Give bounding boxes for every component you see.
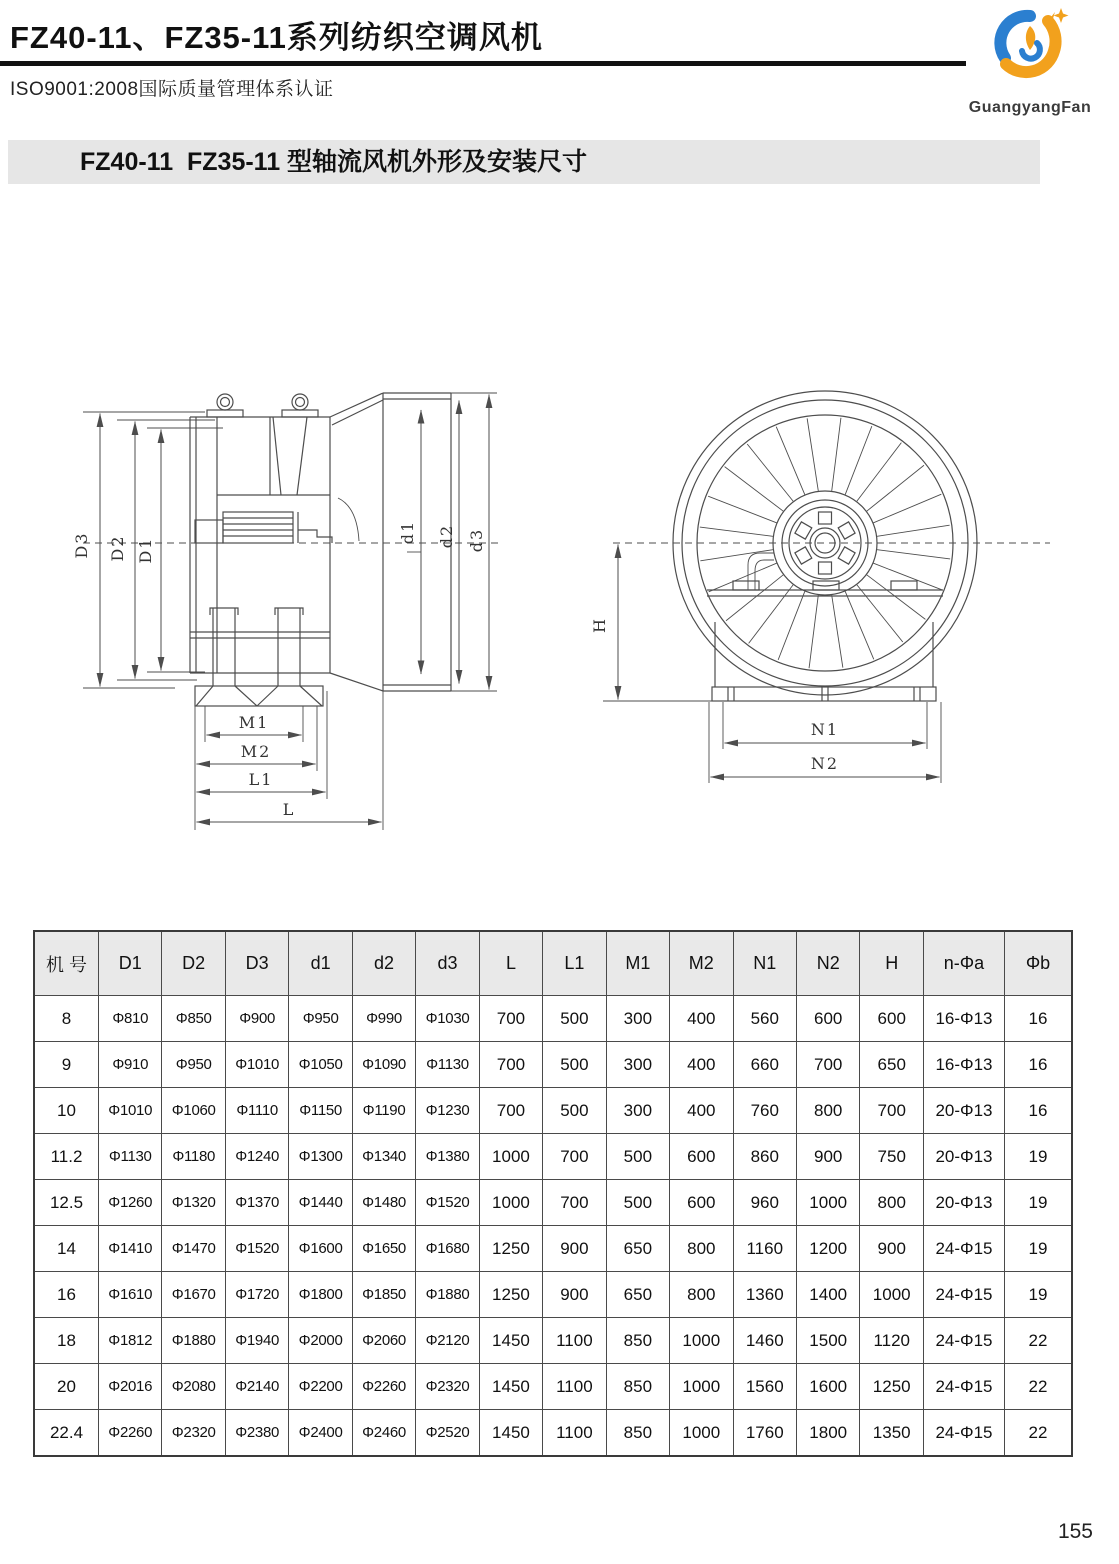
- cell-value: 1100: [543, 1318, 606, 1364]
- cell-value: Φ1320: [162, 1180, 225, 1226]
- cell-value: 1250: [479, 1226, 542, 1272]
- cell-value: Φ1470: [162, 1226, 225, 1272]
- cell-value: 400: [670, 996, 733, 1042]
- cell-value: Φ1880: [162, 1318, 225, 1364]
- column-header: d1: [289, 931, 352, 996]
- cell-value: 700: [796, 1042, 859, 1088]
- cell-value: 700: [543, 1180, 606, 1226]
- cell-value: Φ1680: [416, 1226, 479, 1272]
- cell-value: Φ1300: [289, 1134, 352, 1180]
- cell-value: Φ1812: [99, 1318, 162, 1364]
- cell-value: 600: [670, 1134, 733, 1180]
- cell-value: Φ1050: [289, 1042, 352, 1088]
- table-row: [34, 1134, 1072, 1180]
- page-number: 155: [1057, 1520, 1093, 1543]
- cell-value: 1200: [796, 1226, 859, 1272]
- cell-value: 24-Φ15: [924, 1272, 1005, 1318]
- cell-value: 1000: [479, 1134, 542, 1180]
- cell-value: 850: [606, 1364, 669, 1410]
- cell-value: Φ2400: [289, 1410, 352, 1457]
- cell-value: 300: [606, 1042, 669, 1088]
- cell-value: 900: [543, 1272, 606, 1318]
- cell-value: 1450: [479, 1318, 542, 1364]
- cell-value: 800: [796, 1088, 859, 1134]
- dim-label-D2: D2: [108, 534, 127, 562]
- cell-value: Φ1410: [99, 1226, 162, 1272]
- cell-model-number: 16: [34, 1272, 99, 1318]
- cell-value: Φ2260: [352, 1364, 415, 1410]
- cell-model-number: 20: [34, 1364, 99, 1410]
- table-row: [34, 1088, 1072, 1134]
- cell-value: 1250: [860, 1364, 924, 1410]
- cell-value: Φ2380: [225, 1410, 288, 1457]
- page-title: FZ40-11、FZ35-11系列纺织空调风机: [10, 20, 543, 55]
- cell-value: Φ2320: [162, 1410, 225, 1457]
- cell-value: 800: [670, 1272, 733, 1318]
- cell-value: Φ1090: [352, 1042, 415, 1088]
- table-row: [34, 1364, 1072, 1410]
- cell-value: 650: [606, 1226, 669, 1272]
- cell-value: Φ1380: [416, 1134, 479, 1180]
- table-row: [34, 1410, 1072, 1457]
- table-row: [34, 1226, 1072, 1272]
- cell-value: 20-Φ13: [924, 1088, 1005, 1134]
- cell-value: Φ1720: [225, 1272, 288, 1318]
- cell-model-number: 8: [34, 996, 99, 1042]
- column-header: N1: [733, 931, 796, 996]
- cell-value: 860: [733, 1134, 796, 1180]
- cell-value: Φ910: [99, 1042, 162, 1088]
- logo-text: GuangyangFan: [968, 99, 1092, 116]
- cell-value: Φ1650: [352, 1226, 415, 1272]
- cell-value: Φ950: [289, 996, 352, 1042]
- cell-value: 24-Φ15: [924, 1226, 1005, 1272]
- cell-value: 900: [796, 1134, 859, 1180]
- cell-value: 700: [860, 1088, 924, 1134]
- section-heading-band: [8, 140, 1040, 184]
- cell-value: Φ1340: [352, 1134, 415, 1180]
- cell-value: Φ1240: [225, 1134, 288, 1180]
- column-header: D3: [225, 931, 288, 996]
- cell-value: Φ1610: [99, 1272, 162, 1318]
- cell-value: Φ1030: [416, 996, 479, 1042]
- cell-value: Φ1440: [289, 1180, 352, 1226]
- cell-value: 500: [543, 1088, 606, 1134]
- cell-value: 1400: [796, 1272, 859, 1318]
- front-view-drawing: [585, 385, 1065, 825]
- dim-label-d2: d2: [437, 523, 456, 549]
- cell-value: Φ1940: [225, 1318, 288, 1364]
- cell-value: 500: [543, 1042, 606, 1088]
- cell-value: 800: [670, 1226, 733, 1272]
- cell-value: 1120: [860, 1318, 924, 1364]
- cell-value: Φ1110: [225, 1088, 288, 1134]
- title-divider: [0, 61, 966, 66]
- cell-value: 700: [543, 1134, 606, 1180]
- logo-swirl-icon: [963, 4, 1097, 96]
- cell-value: Φ1150: [289, 1088, 352, 1134]
- cell-value: 560: [733, 996, 796, 1042]
- table-header-row: [34, 931, 1072, 996]
- dim-label-N1: N1: [810, 720, 840, 739]
- cell-value: 400: [670, 1088, 733, 1134]
- cell-value: 1000: [796, 1180, 859, 1226]
- column-header: d3: [416, 931, 479, 996]
- cell-value: 16-Φ13: [924, 1042, 1005, 1088]
- certification-text: ISO9001:2008国际质量管理体系认证: [10, 79, 334, 100]
- dim-label-N2: N2: [810, 754, 840, 773]
- dim-label-D1: D1: [136, 536, 155, 564]
- cell-value: Φ1600: [289, 1226, 352, 1272]
- cell-value: Φ2320: [416, 1364, 479, 1410]
- cell-value: 1000: [670, 1318, 733, 1364]
- cell-value: Φ2260: [99, 1410, 162, 1457]
- dim-label-d3: d3: [467, 527, 486, 553]
- cell-value: 22: [1005, 1410, 1073, 1457]
- column-header: H: [860, 931, 924, 996]
- column-header: M1: [606, 931, 669, 996]
- cell-value: 1100: [543, 1410, 606, 1457]
- cell-value: Φ2120: [416, 1318, 479, 1364]
- cell-value: 22: [1005, 1364, 1073, 1410]
- dim-label-D3: D3: [72, 531, 91, 559]
- cell-value: 1460: [733, 1318, 796, 1364]
- cell-value: 19: [1005, 1134, 1073, 1180]
- table-row: [34, 1272, 1072, 1318]
- column-header: 机 号: [34, 931, 99, 996]
- table-row: [34, 1180, 1072, 1226]
- cell-value: 960: [733, 1180, 796, 1226]
- cell-model-number: 11.2: [34, 1134, 99, 1180]
- cell-model-number: 12.5: [34, 1180, 99, 1226]
- cell-value: Φ990: [352, 996, 415, 1042]
- cell-value: 1600: [796, 1364, 859, 1410]
- cell-value: 1360: [733, 1272, 796, 1318]
- cell-value: 850: [606, 1410, 669, 1457]
- table-row: [34, 1042, 1072, 1088]
- cell-value: 1160: [733, 1226, 796, 1272]
- cell-value: 1100: [543, 1364, 606, 1410]
- table-row: [34, 1318, 1072, 1364]
- cell-value: 1450: [479, 1410, 542, 1457]
- cell-value: 20-Φ13: [924, 1134, 1005, 1180]
- table-row: [34, 996, 1072, 1042]
- cell-value: 1000: [860, 1272, 924, 1318]
- cell-value: Φ2200: [289, 1364, 352, 1410]
- cell-value: 500: [543, 996, 606, 1042]
- column-header: D1: [99, 931, 162, 996]
- cell-value: 700: [479, 1042, 542, 1088]
- dimension-table: [33, 930, 1073, 1457]
- column-header: Φb: [1005, 931, 1073, 996]
- column-header: D2: [162, 931, 225, 996]
- cell-value: 800: [860, 1180, 924, 1226]
- cell-value: 1250: [479, 1272, 542, 1318]
- cell-value: 19: [1005, 1226, 1073, 1272]
- cell-value: 700: [479, 996, 542, 1042]
- cell-value: Φ1180: [162, 1134, 225, 1180]
- cell-value: 660: [733, 1042, 796, 1088]
- cell-value: 900: [543, 1226, 606, 1272]
- cell-value: Φ1130: [99, 1134, 162, 1180]
- cell-value: 650: [860, 1042, 924, 1088]
- cell-value: Φ2016: [99, 1364, 162, 1410]
- table-body: [34, 996, 1072, 1457]
- cell-value: 22: [1005, 1318, 1073, 1364]
- cell-value: 1000: [670, 1364, 733, 1410]
- cell-value: 750: [860, 1134, 924, 1180]
- column-header: N2: [796, 931, 859, 996]
- cell-value: 1500: [796, 1318, 859, 1364]
- cell-value: Φ1880: [416, 1272, 479, 1318]
- column-header: d2: [352, 931, 415, 996]
- cell-value: 300: [606, 1088, 669, 1134]
- cell-model-number: 18: [34, 1318, 99, 1364]
- cell-value: Φ2000: [289, 1318, 352, 1364]
- column-header: L: [479, 931, 542, 996]
- cell-value: Φ1230: [416, 1088, 479, 1134]
- cell-value: Φ1670: [162, 1272, 225, 1318]
- cell-value: Φ1060: [162, 1088, 225, 1134]
- cell-value: Φ810: [99, 996, 162, 1042]
- cell-value: Φ1520: [225, 1226, 288, 1272]
- cell-value: 16: [1005, 1042, 1073, 1088]
- cell-value: 1560: [733, 1364, 796, 1410]
- cell-value: 1450: [479, 1364, 542, 1410]
- cell-value: 24-Φ15: [924, 1410, 1005, 1457]
- cell-value: 600: [796, 996, 859, 1042]
- cell-value: Φ1850: [352, 1272, 415, 1318]
- cell-value: 16: [1005, 996, 1073, 1042]
- cell-value: Φ1260: [99, 1180, 162, 1226]
- cell-value: Φ1480: [352, 1180, 415, 1226]
- cell-value: Φ1010: [225, 1042, 288, 1088]
- cell-value: Φ1520: [416, 1180, 479, 1226]
- cell-value: 20-Φ13: [924, 1180, 1005, 1226]
- dim-label-M1: M1: [238, 713, 270, 732]
- cell-value: 500: [606, 1134, 669, 1180]
- dim-label-d1: d1: [398, 519, 417, 545]
- cell-value: Φ1800: [289, 1272, 352, 1318]
- cell-value: Φ950: [162, 1042, 225, 1088]
- cell-model-number: 9: [34, 1042, 99, 1088]
- cell-value: 1000: [479, 1180, 542, 1226]
- cell-value: 600: [860, 996, 924, 1042]
- cell-value: Φ1130: [416, 1042, 479, 1088]
- cell-value: Φ2460: [352, 1410, 415, 1457]
- cell-value: Φ2080: [162, 1364, 225, 1410]
- cell-value: 600: [670, 1180, 733, 1226]
- dim-label-H: H: [590, 617, 609, 633]
- cell-value: Φ850: [162, 996, 225, 1042]
- cell-value: 19: [1005, 1272, 1073, 1318]
- side-view-drawing: [55, 380, 530, 858]
- cell-value: 850: [606, 1318, 669, 1364]
- cell-value: 760: [733, 1088, 796, 1134]
- cell-value: 1000: [670, 1410, 733, 1457]
- cell-model-number: 14: [34, 1226, 99, 1272]
- cell-value: 500: [606, 1180, 669, 1226]
- cell-model-number: 22.4: [34, 1410, 99, 1457]
- cell-value: 16-Φ13: [924, 996, 1005, 1042]
- cell-value: Φ2520: [416, 1410, 479, 1457]
- cell-value: 1760: [733, 1410, 796, 1457]
- cell-value: Φ1370: [225, 1180, 288, 1226]
- cell-value: Φ1010: [99, 1088, 162, 1134]
- cell-value: 900: [860, 1226, 924, 1272]
- cell-value: 24-Φ15: [924, 1318, 1005, 1364]
- cell-model-number: 10: [34, 1088, 99, 1134]
- cell-value: 16: [1005, 1088, 1073, 1134]
- cell-value: 650: [606, 1272, 669, 1318]
- cell-value: 24-Φ15: [924, 1364, 1005, 1410]
- company-logo: [963, 4, 1097, 117]
- dim-label-L1: L1: [248, 770, 274, 789]
- cell-value: Φ1190: [352, 1088, 415, 1134]
- cell-value: Φ900: [225, 996, 288, 1042]
- column-header: n-Φa: [924, 931, 1005, 996]
- cell-value: 19: [1005, 1180, 1073, 1226]
- column-header: L1: [543, 931, 606, 996]
- column-header: M2: [670, 931, 733, 996]
- cell-value: 400: [670, 1042, 733, 1088]
- cell-value: 300: [606, 996, 669, 1042]
- cell-value: 1800: [796, 1410, 859, 1457]
- section-heading: FZ40-11 FZ35-11 型轴流风机外形及安装尺寸: [80, 148, 588, 176]
- cell-value: 700: [479, 1088, 542, 1134]
- cell-value: Φ2060: [352, 1318, 415, 1364]
- dim-label-M2: M2: [240, 742, 272, 761]
- dim-label-L: L: [282, 800, 296, 819]
- cell-value: Φ2140: [225, 1364, 288, 1410]
- cell-value: 1350: [860, 1410, 924, 1457]
